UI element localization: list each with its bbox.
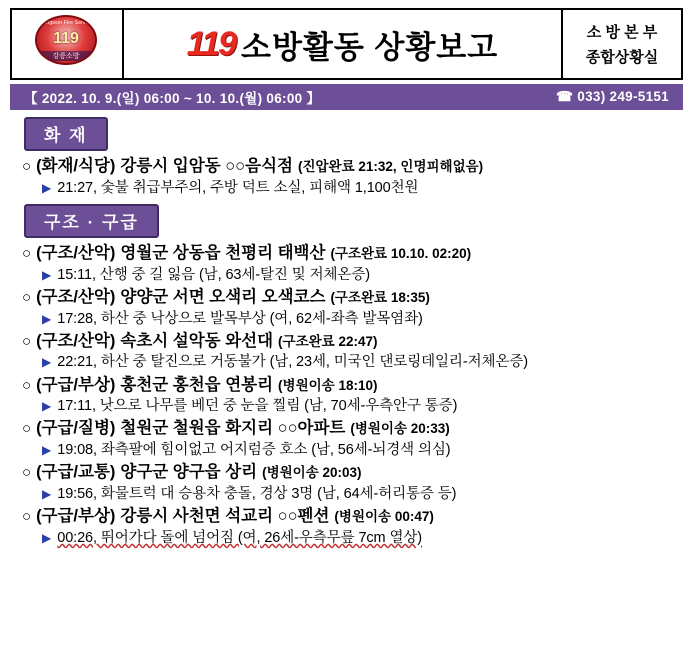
entry-category: (구급/부상) <box>36 507 116 526</box>
period-bar <box>10 84 683 110</box>
entry-detail <box>42 397 683 415</box>
entry-place: 강릉시 입암동 ○○음식점 <box>120 157 293 175</box>
entry-detail <box>42 441 683 459</box>
entry-marker: ○ <box>22 158 32 175</box>
detail-marker-icon: ▶ <box>42 180 52 195</box>
detail-text: 17:28, 하산 중 낙상으로 발목부상 (여, 62세-좌측 발목염좌) <box>57 310 423 327</box>
list-item <box>22 331 683 372</box>
detail-text: 15:11, 산행 중 길 잃음 (남, 63세-탈진 및 저체온증) <box>57 266 370 283</box>
report-header <box>10 8 683 80</box>
entry-marker: ○ <box>22 244 32 262</box>
detail-text: 19:56, 화물트럭 대 승용차 충돌, 경상 3명 (남, 64세-허리통증 등) <box>57 486 457 502</box>
detail-text: 17:11, 낫으로 나무를 베던 중 눈을 찔림 (남, 70세-우측안구 통증) <box>57 398 458 415</box>
entry-category: (구급/부상) <box>36 375 116 394</box>
entry-title <box>22 418 683 439</box>
entry-marker: ○ <box>22 464 32 482</box>
entry-status: (병원이송 00:47) <box>334 509 434 525</box>
entry-detail <box>42 266 683 284</box>
report-title-area <box>124 10 563 78</box>
issuing-office <box>563 10 681 78</box>
list-item <box>22 287 683 328</box>
entry-category: (구조/산악) <box>36 331 116 350</box>
page-title: 소방활동 상황보고 <box>241 29 499 65</box>
entry-marker: ○ <box>22 508 32 526</box>
detail-marker-icon: ▶ <box>42 311 52 326</box>
phone-icon: ☎ <box>556 89 574 104</box>
entry-marker: ○ <box>22 376 32 394</box>
entry-title <box>22 462 683 483</box>
detail-marker-icon: ▶ <box>42 355 52 370</box>
entry-detail <box>42 485 683 503</box>
list-item <box>22 243 683 284</box>
entry-place: 홍천군 홍천읍 연봉리 <box>120 375 274 394</box>
phone-number: 033) 249-5151 <box>577 89 669 104</box>
entry-detail <box>42 353 683 371</box>
entry-marker: ○ <box>22 332 32 350</box>
detail-marker-icon: ▶ <box>42 487 52 501</box>
detail-text: 00:26, 뛰어가다 돌에 넘어짐 (여, 26세-우측무릎 7cm 열상) <box>57 529 423 546</box>
entry-marker: ○ <box>22 288 32 306</box>
list-item <box>22 462 683 503</box>
emblem-bottom-text: 강릉소방 <box>37 51 95 61</box>
detail-marker-icon: ▶ <box>42 399 52 414</box>
entry-place: 영월군 상동읍 천평리 태백산 <box>120 243 326 262</box>
section-heading-rescue: 구조 · 구급 <box>24 204 159 238</box>
entry-place: 강릉시 사천면 석교리 ○○펜션 <box>120 507 330 526</box>
entry-status: (구조완료 18:35) <box>330 289 430 305</box>
detail-marker-icon: ▶ <box>42 267 52 282</box>
fire-service-emblem-icon <box>25 14 109 74</box>
entry-detail <box>42 529 683 547</box>
entry-detail <box>42 179 683 197</box>
entry-place: 철원군 철원읍 화지리 ○○아파트 <box>120 419 346 438</box>
entry-place: 양구군 양구읍 상리 <box>120 463 258 482</box>
entry-category: (화재/식당) <box>36 157 116 175</box>
entry-category: (구급/교통) <box>36 463 116 482</box>
entry-title <box>22 375 683 396</box>
entry-category: (구조/산악) <box>36 287 116 306</box>
entry-category: (구조/산악) <box>36 243 116 262</box>
detail-text: 19:08, 좌측팔에 힘이없고 어지럼증 호소 (남, 56세-뇌경색 의심) <box>57 442 451 459</box>
emblem-center-text: 119 <box>53 30 79 47</box>
entry-detail <box>42 310 683 328</box>
detail-marker-icon: ▶ <box>42 530 52 545</box>
list-item <box>22 506 683 547</box>
emblem-circle <box>35 15 97 65</box>
contact-phone <box>556 89 669 105</box>
entry-place: 양양군 서면 오색리 오색코스 <box>120 287 326 306</box>
office-line-1: 소 방 본 부 <box>586 24 658 41</box>
office-line-2: 종합상황실 <box>585 49 659 66</box>
detail-marker-icon: ▶ <box>42 443 52 458</box>
list-item <box>22 156 683 197</box>
list-item <box>22 418 683 459</box>
agency-emblem <box>12 10 124 78</box>
entry-category: (구급/질병) <box>36 419 116 438</box>
entry-place: 속초시 설악동 와선대 <box>120 331 274 350</box>
entry-status: (구조완료 10.10. 02:20) <box>330 245 472 261</box>
period-range: 【 2022. 10. 9.(일) 06:00 ~ 10. 10.(월) 06:00 】 <box>24 91 321 106</box>
list-item <box>22 375 683 416</box>
entry-status: (병원이송 18:10) <box>278 377 378 393</box>
entry-title <box>22 506 683 527</box>
entry-title <box>22 331 683 352</box>
detail-text: 21:27, 숯불 취급부주의, 주방 덕트 소실, 피해액 1,100천원 <box>57 179 419 196</box>
detail-text: 22:21, 하산 중 탈진으로 거동불가 (남, 23세, 미국인 댄로링데일리-저체온증) <box>57 354 528 371</box>
entry-status: (구조완료 22:47) <box>278 333 378 349</box>
section-heading-fire: 화 재 <box>24 117 108 151</box>
entry-status: (진압완료 21:32, 인명피해없음) <box>297 159 484 174</box>
119-logo-text: 119 <box>186 24 236 63</box>
emblem-top-text: Gangwon Fire Service <box>39 20 93 26</box>
entry-status: (병원이송 20:03) <box>262 465 362 481</box>
entry-title <box>22 287 683 308</box>
entry-title <box>22 156 683 177</box>
entry-title <box>22 243 683 264</box>
entry-status: (병원이송 20:33) <box>350 421 450 437</box>
entry-marker: ○ <box>22 420 32 438</box>
